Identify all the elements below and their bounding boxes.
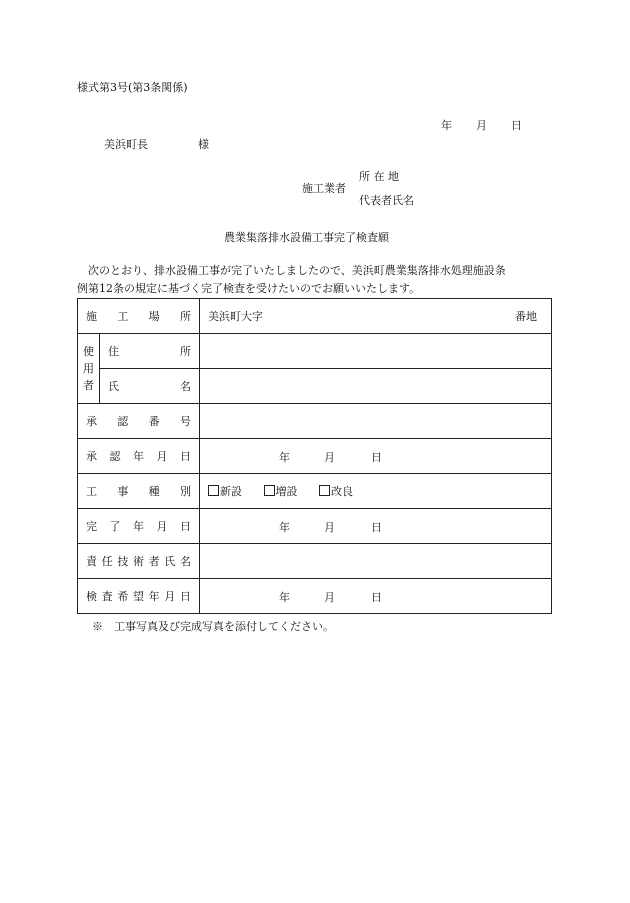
user-name-field[interactable] — [200, 369, 552, 404]
row-work-type — [78, 474, 552, 509]
completion-date-month: 月 — [324, 521, 335, 534]
user-label: 使 用 者 — [78, 334, 100, 404]
inspection-date-month: 月 — [324, 591, 335, 604]
row-approval-number — [78, 404, 552, 439]
contractor-label: 施工業者 — [302, 182, 346, 195]
body-line-2: 例第12条の規定に基づく完了検査を受けたいのでお願いいたします。 — [77, 282, 421, 295]
date-month-label: 月 — [476, 119, 487, 132]
user-name-label: 氏 名 — [100, 369, 200, 404]
work-type-option-new[interactable]: 新設 — [208, 485, 242, 498]
user-address-label: 住 所 — [100, 334, 200, 369]
document-title: 農業集落排水設備工事完了検査願 — [224, 231, 389, 244]
row-inspection-date — [78, 579, 552, 614]
date-day-label: 日 — [511, 119, 522, 132]
approval-date-month: 月 — [324, 451, 335, 464]
checkbox-icon[interactable] — [319, 485, 330, 496]
inspection-date-label: 検 査 希 望 年 月 日 — [78, 579, 200, 614]
approval-number-field[interactable] — [200, 404, 552, 439]
row-approval-date — [78, 439, 552, 474]
checkbox-icon[interactable] — [208, 485, 219, 496]
inspection-date-day: 日 — [371, 591, 382, 604]
completion-date-day: 日 — [371, 521, 382, 534]
attachment-note: ※ 工事写真及び完成写真を添付してください。 — [92, 620, 334, 633]
row-completion-date — [78, 509, 552, 544]
row-user-address — [78, 334, 552, 369]
work-type-field — [200, 474, 552, 509]
address-label: 所 在 地 — [359, 170, 399, 183]
application-table — [77, 298, 552, 614]
construction-site-suffix: 番地 — [515, 310, 537, 323]
approval-date-day: 日 — [371, 451, 382, 464]
completion-date-year: 年 — [279, 521, 290, 534]
approval-date-label: 承 認 年 月 日 — [78, 439, 200, 474]
completion-date-field[interactable] — [200, 509, 552, 544]
inspection-date-year: 年 — [279, 591, 290, 604]
date-year-label: 年 — [441, 119, 452, 132]
construction-site-label: 施 工 場 所 — [78, 299, 200, 334]
body-line-1: 次のとおり、排水設備工事が完了いたしましたので、美浜町農業集落排水処理施設条 — [88, 264, 506, 277]
addressee: 美浜町長 — [104, 138, 148, 151]
work-type-option-expansion[interactable]: 増設 — [264, 485, 298, 498]
inspection-date-field[interactable] — [200, 579, 552, 614]
row-engineer-name — [78, 544, 552, 579]
addressee-suffix: 様 — [198, 138, 209, 151]
engineer-name-label: 責 任 技 術 者 氏 名 — [78, 544, 200, 579]
completion-date-label: 完 了 年 月 日 — [78, 509, 200, 544]
approval-number-label: 承 認 番 号 — [78, 404, 200, 439]
work-type-option-improvement[interactable]: 改良 — [319, 485, 353, 498]
construction-site-field[interactable] — [200, 299, 552, 334]
approval-date-year: 年 — [279, 451, 290, 464]
checkbox-icon[interactable] — [264, 485, 275, 496]
row-user-name — [78, 369, 552, 404]
engineer-name-field[interactable] — [200, 544, 552, 579]
representative-label: 代表者氏名 — [359, 194, 414, 207]
user-address-field[interactable] — [200, 334, 552, 369]
work-type-label: 工 事 種 別 — [78, 474, 200, 509]
body-text — [77, 262, 553, 298]
form-number: 様式第3号(第3条関係) — [77, 81, 188, 94]
row-construction-site — [78, 299, 552, 334]
construction-site-prefix: 美浜町大字 — [208, 310, 263, 323]
approval-date-field[interactable] — [200, 439, 552, 474]
